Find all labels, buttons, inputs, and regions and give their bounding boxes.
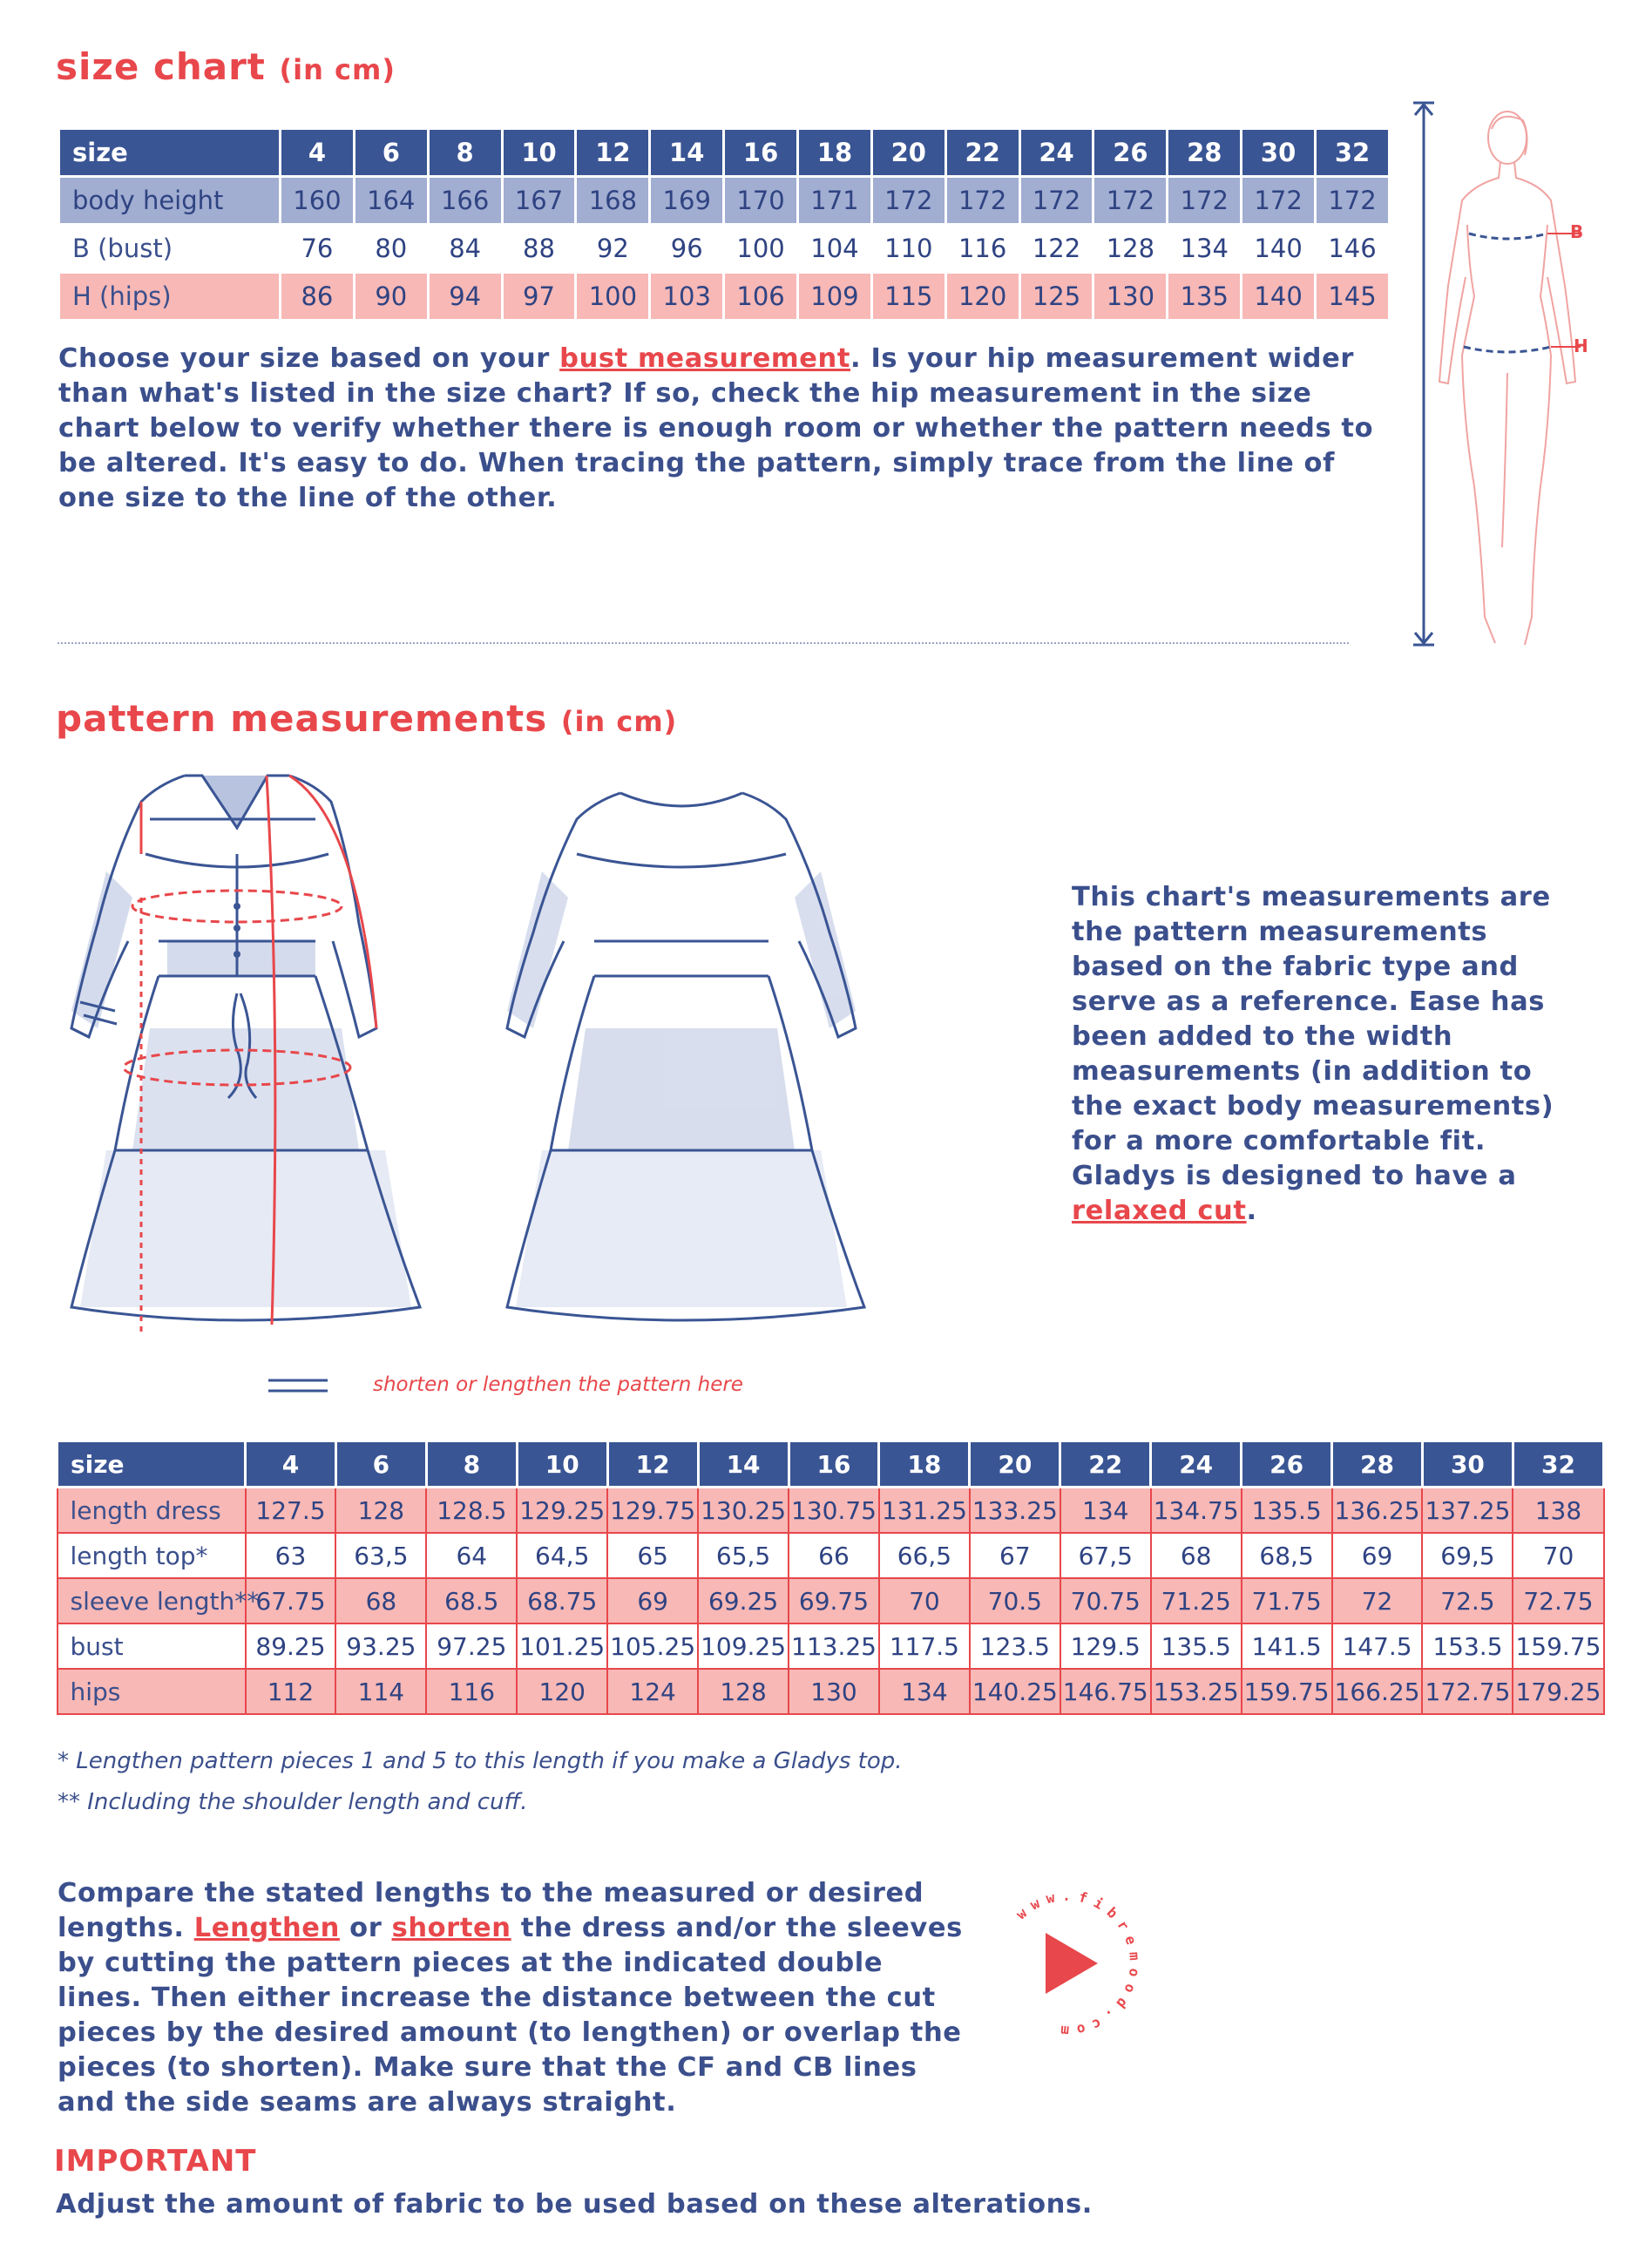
size-chart-header-size-30: 30: [1242, 129, 1316, 177]
size-chart-row-label: H (hips): [59, 273, 281, 321]
pattern-table-cell: 117.5: [879, 1623, 970, 1669]
pattern-table-row-label: length top*: [58, 1533, 246, 1578]
pattern-table-cell: 93.25: [335, 1623, 426, 1669]
pattern-table-cell: 69.75: [789, 1578, 879, 1623]
pattern-table-cell: 113.25: [789, 1623, 879, 1669]
pattern-table-cell: 128: [335, 1488, 426, 1534]
pattern-table-row-label: hips: [58, 1669, 246, 1714]
pattern-table-row: [58, 1578, 1604, 1623]
size-chart-cell: 94: [428, 273, 502, 321]
pattern-table-cell: 129.5: [1060, 1623, 1151, 1669]
size-chart-cell: 128: [1093, 225, 1168, 273]
hips-marker-label: H: [1574, 336, 1588, 356]
pattern-table-cell: 65: [607, 1533, 698, 1578]
pattern-table-header-size-28: 28: [1332, 1441, 1423, 1488]
compare-instructions: [58, 1876, 964, 2120]
pattern-table-cell: 134: [1060, 1488, 1151, 1534]
pattern-table-cell: 166.25: [1332, 1669, 1423, 1714]
size-chart-header-size-10: 10: [502, 129, 576, 177]
legend-text: shorten or lengthen the pattern here: [373, 1373, 743, 1396]
size-chart-unit: (in cm): [279, 53, 396, 86]
pattern-table-cell: 153.25: [1151, 1669, 1242, 1714]
pattern-table-header-size-label: size: [58, 1441, 246, 1488]
logo-url-text: www.fibremood.com: [1012, 1887, 1144, 2040]
pattern-info-text: [1072, 880, 1573, 1229]
pattern-table-cell: 123.5: [970, 1623, 1060, 1669]
size-chart-cell: 110: [871, 225, 945, 273]
pattern-table-cell: 129.75: [607, 1488, 698, 1534]
size-chart-header-size-32: 32: [1316, 129, 1390, 177]
size-chart-cell: 160: [281, 177, 355, 225]
pattern-table-header-size-12: 12: [607, 1441, 698, 1488]
relaxed-cut-link[interactable]: relaxed cut: [1072, 1196, 1247, 1226]
size-chart-header-row: [59, 129, 1390, 177]
instructions-text-2: . Is your hip measurement wider than what's listed in the size chart? If so, check the hip measurement in the size chart below to verify whether there is enough room or whether the pattern needs to be altered. It's easy to do. When tracing the pattern, simply trace from the line of one size to the line of the other.: [58, 343, 1374, 513]
size-chart-header-size-8: 8: [428, 129, 502, 177]
size-chart-cell: 146: [1316, 225, 1390, 273]
pattern-table-cell: 134: [879, 1669, 970, 1714]
size-chart-header-size-6: 6: [354, 129, 428, 177]
pattern-table-cell: 69: [1332, 1533, 1423, 1578]
size-chart-cell: 116: [945, 225, 1019, 273]
size-chart-cell: 97: [502, 273, 576, 321]
body-figure-illustration: [1394, 94, 1603, 661]
pattern-table-cell: 68: [335, 1578, 426, 1623]
pattern-table-cell: 105.25: [607, 1623, 698, 1669]
pattern-table-cell: 130: [789, 1669, 879, 1714]
size-chart-title-text: size chart: [56, 45, 266, 88]
pattern-table-cell: 70: [1513, 1533, 1603, 1578]
pattern-table-row: [58, 1623, 1604, 1669]
footnote-sleeve-length: ** Including the shoulder length and cuff.: [58, 1789, 528, 1815]
bust-marker-label: B: [1570, 221, 1584, 242]
size-chart-row: [59, 225, 1390, 273]
pattern-table-header-size-6: 6: [335, 1441, 426, 1488]
pattern-table-cell: 69: [607, 1578, 698, 1623]
size-chart-cell: 145: [1316, 273, 1390, 321]
compare-text-1: Compare the stated lengths to the measured or desired lengths.: [58, 1878, 924, 1943]
pattern-table-header-size-26: 26: [1242, 1441, 1332, 1488]
pattern-table-row: [58, 1669, 1604, 1714]
pattern-table-cell: 128: [698, 1669, 789, 1714]
pattern-table-row-label: bust: [58, 1623, 246, 1669]
size-chart-cell: 80: [354, 225, 428, 273]
size-chart-cell: 170: [724, 177, 798, 225]
pattern-table-cell: 69,5: [1422, 1533, 1513, 1578]
size-chart-cell: 135: [1168, 273, 1242, 321]
size-chart-cell: 166: [428, 177, 502, 225]
size-chart-header-size-14: 14: [650, 129, 724, 177]
pattern-table-row-label: sleeve length**: [58, 1578, 246, 1623]
size-chart-header-size-label: size: [59, 129, 281, 177]
pattern-table-cell: 72.5: [1422, 1578, 1513, 1623]
size-chart-row: [59, 273, 1390, 321]
pattern-table-cell: 64: [426, 1533, 517, 1578]
pattern-table-header-size-10: 10: [517, 1441, 607, 1488]
dress-back-illustration: [490, 767, 890, 1333]
lengthen-link[interactable]: Lengthen: [193, 1913, 340, 1943]
pattern-table-cell: 138: [1513, 1488, 1603, 1534]
size-chart-cell: 172: [1242, 177, 1316, 225]
size-chart-header-size-26: 26: [1093, 129, 1168, 177]
pattern-table-cell: 137.25: [1422, 1488, 1513, 1534]
pattern-table-cell: 68.5: [426, 1578, 517, 1623]
play-icon: [1046, 1933, 1098, 1994]
pattern-table-cell: 65,5: [698, 1533, 789, 1578]
size-chart-cell: 140: [1242, 273, 1316, 321]
pattern-table-cell: 69.25: [698, 1578, 789, 1623]
size-chart-header-size-20: 20: [871, 129, 945, 177]
pattern-table-cell: 66: [789, 1533, 879, 1578]
pattern-table-cell: 146.75: [1060, 1669, 1151, 1714]
height-arrow: [1413, 103, 1434, 645]
pattern-table-cell: 114: [335, 1669, 426, 1714]
pattern-table-cell: 120: [517, 1669, 607, 1714]
instructions-text-1: Choose your size based on your: [58, 343, 560, 374]
pattern-table-cell: 172.75: [1422, 1669, 1513, 1714]
pattern-table-cell: 67.75: [246, 1578, 336, 1623]
pattern-measurements-table: [56, 1440, 1605, 1715]
size-chart-cell: 172: [871, 177, 945, 225]
size-chart-cell: 100: [724, 225, 798, 273]
pattern-table-cell: 128.5: [426, 1488, 517, 1534]
size-chart-cell: 125: [1019, 273, 1093, 321]
size-chart-cell: 169: [650, 177, 724, 225]
pattern-measurements-title: [56, 697, 677, 740]
size-chart-cell: 164: [354, 177, 428, 225]
pattern-table-cell: 179.25: [1513, 1669, 1603, 1714]
size-chart-cell: 167: [502, 177, 576, 225]
size-chart-cell: 172: [1316, 177, 1390, 225]
size-chart-header-size-16: 16: [724, 129, 798, 177]
size-chart-title: [56, 45, 396, 88]
pattern-table-header-size-32: 32: [1513, 1441, 1603, 1488]
pattern-table-header-size-20: 20: [970, 1441, 1060, 1488]
pattern-table-cell: 101.25: [517, 1623, 607, 1669]
pattern-info-text-1: This chart's measurements are the pattern measurements based on the fabric type and serve as a reference. Ease has been added to the width measurements (in addition to the exact body measurements) for a more comfortable fit. Gladys is designed to have a: [1072, 882, 1554, 1191]
pattern-table-cell: 71.75: [1242, 1578, 1332, 1623]
size-chart-cell: 92: [576, 225, 650, 273]
size-chart-row-label: B (bust): [59, 225, 281, 273]
pattern-table-cell: 70.5: [970, 1578, 1060, 1623]
pattern-table-cell: 140.25: [970, 1669, 1060, 1714]
size-chart-cell: 120: [945, 273, 1019, 321]
measure-lines: [1464, 234, 1551, 352]
pattern-table-header-row: [58, 1441, 1604, 1488]
pattern-table-cell: 64,5: [517, 1533, 607, 1578]
size-chart-cell: 122: [1019, 225, 1093, 273]
dress-front-illustration: [54, 767, 472, 1333]
pattern-table-cell: 131.25: [879, 1488, 970, 1534]
compare-text-2: or: [339, 1913, 392, 1943]
pattern-table-cell: 133.25: [970, 1488, 1060, 1534]
size-chart-cell: 84: [428, 225, 502, 273]
size-chart-cell: 134: [1168, 225, 1242, 273]
size-chart-row: [59, 177, 1390, 225]
pattern-table-cell: 147.5: [1332, 1623, 1423, 1669]
size-chart-header-size-18: 18: [798, 129, 872, 177]
size-chart-cell: 115: [871, 273, 945, 321]
bust-measurement-link[interactable]: bust measurement: [559, 343, 851, 374]
size-chart-table: [58, 127, 1391, 322]
pattern-table-cell: 159.75: [1242, 1669, 1332, 1714]
size-chart-cell: 88: [502, 225, 576, 273]
pattern-table-cell: 116: [426, 1669, 517, 1714]
pattern-table-cell: 130.75: [789, 1488, 879, 1534]
pattern-table-cell: 124: [607, 1669, 698, 1714]
pattern-info-text-2: .: [1246, 1196, 1257, 1226]
pattern-table-header-size-24: 24: [1151, 1441, 1242, 1488]
pattern-title-unit: (in cm): [560, 705, 678, 738]
important-heading: IMPORTANT: [54, 2144, 257, 2179]
size-chart-cell: 96: [650, 225, 724, 273]
pattern-table-cell: 68,5: [1242, 1533, 1332, 1578]
female-body-outline: [1439, 112, 1575, 645]
size-chart-cell: 140: [1242, 225, 1316, 273]
size-chart-header-size-12: 12: [576, 129, 650, 177]
pattern-table-cell: 141.5: [1242, 1623, 1332, 1669]
size-chart-cell: 90: [354, 273, 428, 321]
pattern-table-cell: 153.5: [1422, 1623, 1513, 1669]
size-chart-cell: 130: [1093, 273, 1168, 321]
pattern-table-cell: 68: [1151, 1533, 1242, 1578]
pattern-table-cell: 72.75: [1513, 1578, 1603, 1623]
size-chart-cell: 106: [724, 273, 798, 321]
pattern-table-cell: 130.25: [698, 1488, 789, 1534]
pattern-table-row: [58, 1488, 1604, 1534]
fibremood-logo[interactable]: [985, 1881, 1150, 2046]
pattern-table-cell: 72: [1332, 1578, 1423, 1623]
pattern-table-cell: 159.75: [1513, 1623, 1603, 1669]
pattern-table-header-size-14: 14: [698, 1441, 789, 1488]
pattern-table-header-size-16: 16: [789, 1441, 879, 1488]
pattern-table-cell: 136.25: [1332, 1488, 1423, 1534]
pattern-table-header-size-18: 18: [879, 1441, 970, 1488]
pattern-table-cell: 127.5: [246, 1488, 336, 1534]
pattern-table-cell: 70: [879, 1578, 970, 1623]
section-divider: [58, 642, 1349, 644]
pattern-table-cell: 67: [970, 1533, 1060, 1578]
pattern-table-cell: 135.5: [1151, 1623, 1242, 1669]
sleeve-length-arrow: [289, 776, 376, 1028]
pattern-table-cell: 89.25: [246, 1623, 336, 1669]
pattern-table-row: [58, 1533, 1604, 1578]
compare-text-3: the dress and/or the sleeves by cutting the pattern pieces at the indicated double lines. Then either increase the distance between the cut pieces by the desired amount (to lengthen) or overlap the pieces (to shorten). Make sure that the CF and CB lines and the side seams are always straight.: [58, 1913, 963, 2118]
footnote-top-length: * Lengthen pattern pieces 1 and 5 to this length if you make a Gladys top.: [58, 1748, 903, 1774]
pattern-table-cell: 135.5: [1242, 1488, 1332, 1534]
double-line-legend-icon: [267, 1375, 329, 1398]
pattern-table-cell: 134.75: [1151, 1488, 1242, 1534]
pattern-table-row-label: length dress: [58, 1488, 246, 1534]
shorten-link[interactable]: shorten: [391, 1913, 511, 1943]
size-chart-cell: 172: [945, 177, 1019, 225]
size-chart-cell: 76: [281, 225, 355, 273]
size-chart-cell: 172: [1168, 177, 1242, 225]
size-chart-header-size-4: 4: [281, 129, 355, 177]
size-chart-cell: 86: [281, 273, 355, 321]
pattern-table-cell: 112: [246, 1669, 336, 1714]
size-chart-header-size-28: 28: [1168, 129, 1242, 177]
pattern-table-cell: 129.25: [517, 1488, 607, 1534]
size-chart-cell: 171: [798, 177, 872, 225]
pattern-table-cell: 66,5: [879, 1533, 970, 1578]
pattern-table-cell: 70.75: [1060, 1578, 1151, 1623]
pattern-table-cell: 68.75: [517, 1578, 607, 1623]
pattern-table-cell: 67,5: [1060, 1533, 1151, 1578]
pattern-table-cell: 71.25: [1151, 1578, 1242, 1623]
pattern-table-header-size-30: 30: [1422, 1441, 1513, 1488]
size-chart-row-label: body height: [59, 177, 281, 225]
size-chart-cell: 172: [1093, 177, 1168, 225]
important-text: Adjust the amount of fabric to be used based on these alterations.: [56, 2189, 1093, 2220]
size-chart-instructions: [58, 342, 1374, 516]
pattern-table-header-size-8: 8: [426, 1441, 517, 1488]
pattern-table-header-size-4: 4: [246, 1441, 336, 1488]
size-chart-header-size-24: 24: [1019, 129, 1093, 177]
pattern-table-cell: 109.25: [698, 1623, 789, 1669]
size-chart-cell: 104: [798, 225, 872, 273]
pattern-table-cell: 97.25: [426, 1623, 517, 1669]
size-chart-cell: 109: [798, 273, 872, 321]
pattern-table-cell: 63,5: [335, 1533, 426, 1578]
size-chart-cell: 168: [576, 177, 650, 225]
pattern-title-text: pattern measurements: [56, 697, 548, 740]
size-chart-cell: 103: [650, 273, 724, 321]
size-chart-header-size-22: 22: [945, 129, 1019, 177]
size-chart-cell: 100: [576, 273, 650, 321]
pattern-table-header-size-22: 22: [1060, 1441, 1151, 1488]
pattern-table-cell: 63: [246, 1533, 336, 1578]
size-chart-cell: 172: [1019, 177, 1093, 225]
